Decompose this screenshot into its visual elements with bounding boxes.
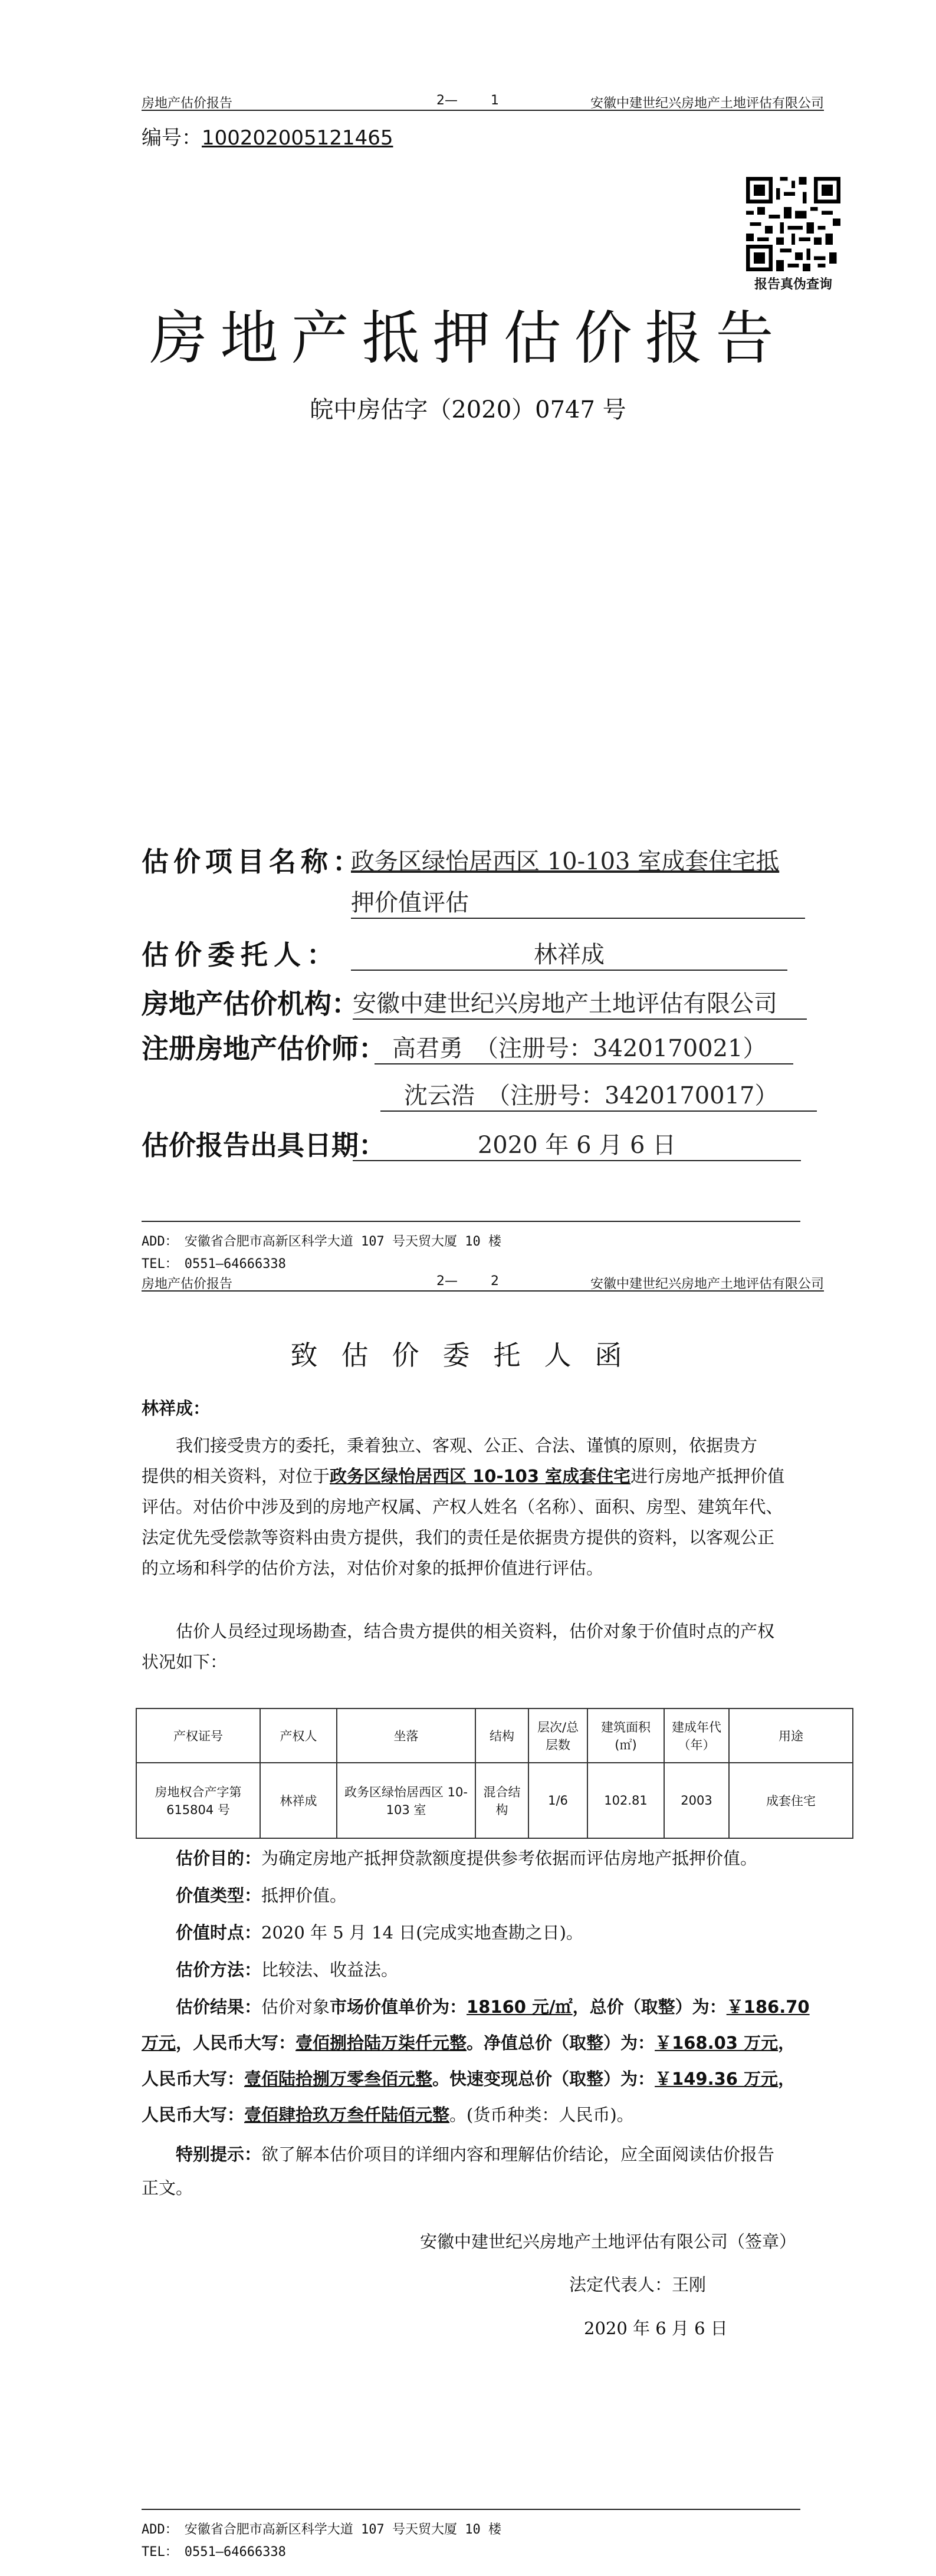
letter-title: 致估价委托人函 (290, 1339, 646, 1371)
cell-area: 102.81 (587, 1763, 664, 1838)
footer-address: ADD： 安徽省合肥市高新区科学大道 107 号天贸大厦 10 楼 (142, 2522, 501, 2537)
value-date-line: 价值时点：2020 年 5 月 14 日(完成实地查勘之日)。 (176, 1923, 583, 1943)
result-line-2: 万元，人民币大写：壹佰捌拾陆万柒仟元整。净值总价（取整）为：￥168.03 万元， (142, 2033, 796, 2053)
cell-floor: 1/6 (528, 1763, 587, 1838)
header-page-number: 2— 2 (436, 1274, 499, 1289)
cell-cert-number: 房地权合产字第 615804 号 (136, 1763, 260, 1838)
quick-price-upper: 壹佰肆拾玖万叁仟陆佰元整 (244, 2105, 450, 2125)
total-price-upper: 壹佰捌拾陆万柒仟元整 (295, 2033, 467, 2053)
result-line-1: 估价结果：估价对象市场价值单价为：18160 元/㎡，总价（取整）为：￥186.70 (176, 1997, 810, 2017)
net-price-upper: 壹佰陆拾捌万零叁佰元整 (244, 2069, 433, 2089)
header-left: 房地产估价报告 (142, 1277, 233, 1292)
col-cert-number: 产权证号 (136, 1708, 260, 1763)
col-usage: 用途 (729, 1708, 853, 1763)
method-line: 估价方法：比较法、收益法。 (176, 1960, 399, 1980)
field-value: 安徽中建世纪兴房地产土地评估有限公司 (353, 985, 807, 1020)
col-area: 建筑面积(㎡) (587, 1708, 664, 1763)
qr-code-icon[interactable] (746, 177, 840, 271)
header-rule (142, 110, 824, 111)
col-location: 坐落 (337, 1708, 475, 1763)
field-value: 沈云浩 （注册号：3420170017） (380, 1077, 817, 1112)
col-structure: 结构 (475, 1708, 528, 1763)
field-label: 注册房地产估价师： (142, 1033, 386, 1064)
col-floor: 层次/总层数 (528, 1708, 587, 1763)
field-value: 政务区绿怡居西区 10-103 室成套住宅抵 (351, 848, 780, 875)
value-type-line: 价值类型：抵押价值。 (176, 1885, 347, 1905)
footer-tel: TEL： 0551—64666338 (142, 1257, 286, 1271)
cell-location: 政务区绿怡居西区 10-103 室 (337, 1763, 475, 1838)
valuation-summary (142, 1843, 855, 2204)
field-value: 林祥成 (351, 936, 787, 971)
result-line-3: 人民币大写：壹佰陆拾捌万零叁佰元整。快速变现总价（取整）为：￥149.36 万元， (142, 2069, 796, 2089)
footer-rule (142, 1221, 800, 1222)
col-built-year: 建成年代（年） (664, 1708, 729, 1763)
footer-address: ADD： 安徽省合肥市高新区科学大道 107 号天贸大厦 10 楼 (142, 1234, 501, 1249)
signature-date: 2020 年 6 月 6 日 (584, 2318, 728, 2338)
field-label: 估价委托人： (142, 939, 340, 971)
header-rule (142, 1290, 824, 1292)
letter-paragraph-1: 我们接受贵方的委托，秉着独立、客观、公正、合法、谨慎的原则，依据贵方 提供的相关资料，对位于政务区绿怡居西区 10-103 室成套住宅进行房地产抵押价值 评估。对估价中涉及到的房地产权属、产权人姓名（名称）、面积、房型、建筑年代、 法定优先受偿款等资料由贵方提供，我们的责任是依据贵方提供的资料，以客观公正 的立场和科学的估价方法，对估价对象的抵押价值进行评估。 (142, 1435, 785, 1578)
page-header (142, 88, 824, 112)
doc-number-value: 100202005121465 (202, 126, 393, 150)
letter-paragraph-2: 估价人员经过现场勘查，结合贵方提供的相关资料，估价对象于价值时点的产权 状况如下： (142, 1621, 775, 1672)
salutation: 林祥成： (142, 1398, 211, 1418)
col-owner: 产权人 (260, 1708, 337, 1763)
purpose-line: 估价目的：为确定房地产抵押贷款额度提供参考依据而评估房地产抵押价值。 (176, 1848, 758, 1868)
report-reference: 皖中房估字（2020）0747 号 (310, 396, 626, 423)
doc-number (142, 121, 393, 150)
table-header-row (136, 1708, 853, 1763)
cell-usage: 成套住宅 (729, 1763, 853, 1838)
total-price: ￥186.70 (726, 1997, 810, 2017)
field-label: 估价项目名称： (142, 846, 364, 878)
special-note: 特别提示：欲了解本估价项目的详细内容和理解估价结论，应全面阅读估价报告 (176, 2144, 775, 2164)
quick-price: ￥149.36 万元 (655, 2069, 779, 2089)
doc-number-label: 编号： (142, 126, 202, 150)
field-value: 高君勇 （注册号：3420170021） (375, 1030, 793, 1064)
result-line-4: 人民币大写：壹佰肆拾玖万叁仟陆佰元整。(货币种类：人民币)。 (142, 2105, 634, 2125)
footer-tel: TEL： 0551—64666338 (142, 2545, 286, 2559)
header-company: 安徽中建世纪兴房地产土地评估有限公司 (590, 96, 824, 111)
cell-built-year: 2003 (664, 1763, 729, 1838)
unit-price: 18160 元/㎡ (467, 1997, 573, 2017)
header-left: 房地产估价报告 (142, 96, 233, 111)
field-label: 估价报告出具日期： (142, 1129, 386, 1161)
header-company: 安徽中建世纪兴房地产土地评估有限公司 (590, 1277, 824, 1292)
field-value: 押价值评估 (351, 884, 805, 919)
signature-company: 安徽中建世纪兴房地产土地评估有限公司（签章） (420, 2232, 797, 2252)
signature-representative: 法定代表人：王刚 (569, 2275, 707, 2295)
cell-structure: 混合结构 (475, 1763, 528, 1838)
table-row (136, 1763, 853, 1838)
net-price: ￥168.03 万元 (655, 2033, 779, 2053)
report-title: 房地产抵押估价报告 (149, 305, 787, 372)
page-header (142, 1269, 824, 1293)
footer-rule (142, 2509, 800, 2510)
property-name: 政务区绿怡居西区 10-103 室成套住宅 (330, 1466, 631, 1486)
field-label: 房地产估价机构： (142, 988, 359, 1020)
header-page-number: 2— 1 (436, 93, 499, 108)
cell-owner: 林祥成 (260, 1763, 337, 1838)
field-value: 2020 年 6 月 6 日 (353, 1126, 801, 1161)
special-note-cont: 正文。 (142, 2178, 193, 2198)
qr-caption: 报告真伪查询 (754, 277, 832, 292)
property-table (136, 1708, 853, 1839)
